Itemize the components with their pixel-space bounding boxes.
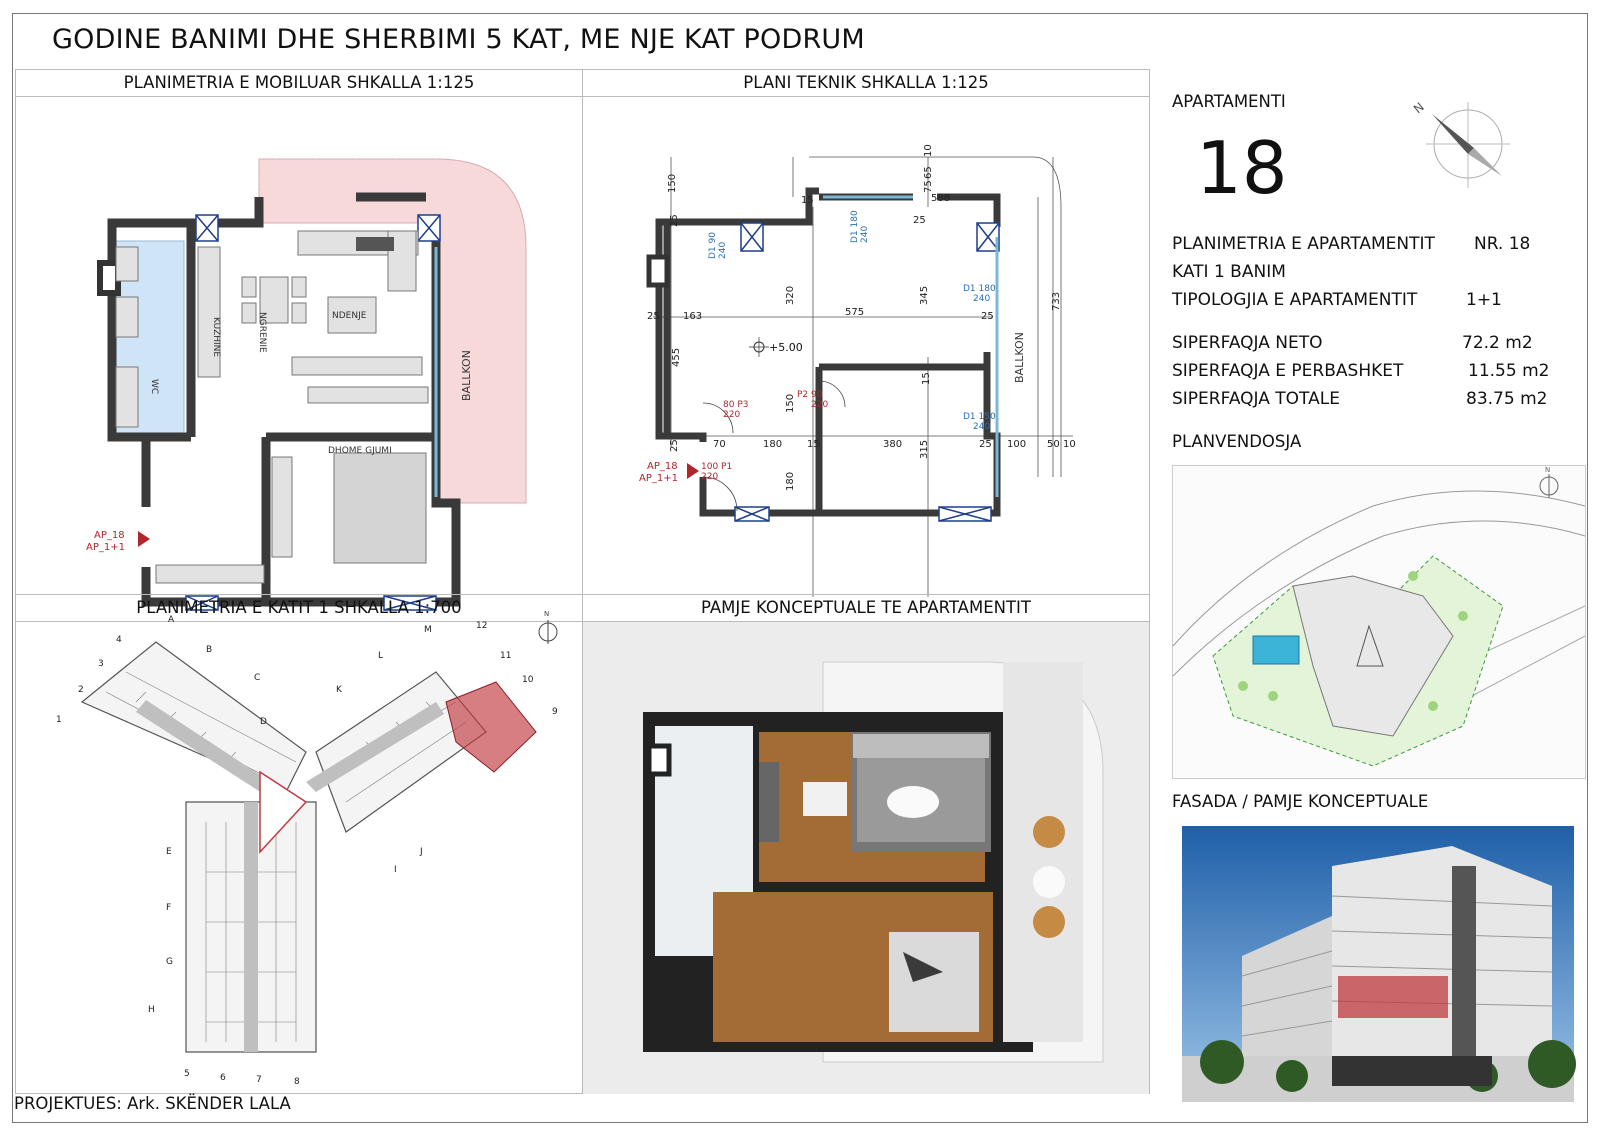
dim-575: 575 bbox=[845, 307, 865, 318]
dim-163: 163 bbox=[683, 311, 703, 322]
dim-150: 150 bbox=[667, 173, 678, 193]
axis-number-4: 4 bbox=[116, 635, 122, 645]
door-tag-p3-height: 220 bbox=[723, 410, 741, 420]
balcony-label: BALLKON bbox=[460, 350, 473, 401]
unit-label-b: B bbox=[206, 645, 213, 655]
axis-number-3: 3 bbox=[98, 659, 104, 669]
window-tag-w4: D1 150 bbox=[963, 412, 996, 422]
technical-plan-panel bbox=[582, 69, 1150, 595]
furnished-plan-title: PLANIMETRIA E MOBILUAR SHKALLA 1:125 bbox=[16, 70, 582, 97]
door-tag-p3: 80 P3 bbox=[723, 400, 749, 410]
dim-25: 25 bbox=[669, 439, 680, 452]
dim-588: 588 bbox=[931, 193, 951, 204]
site-plan-image bbox=[1172, 465, 1586, 779]
unit-label-k: K bbox=[336, 685, 342, 695]
unit-label-m: M bbox=[424, 625, 432, 635]
tech-entrance-label-apt: AP_18 bbox=[647, 461, 678, 472]
dim-15: 15 bbox=[921, 372, 932, 385]
dim-25: 25 bbox=[669, 214, 680, 227]
info-typology-label: TIPOLOGJIA E APARTAMENTIT bbox=[1172, 290, 1418, 310]
kitchen-label: KUZHINE bbox=[211, 317, 221, 358]
floor-plan-title: PLANIMETRIA E KATIT 1 SHKALLA 1:700 bbox=[16, 595, 582, 622]
facade-render-image bbox=[1182, 826, 1574, 1102]
designer-credit: PROJEKTUES: Ark. SKËNDER LALA bbox=[14, 1094, 291, 1113]
floor-plan-north: N bbox=[544, 610, 550, 618]
axis-number-6: 6 bbox=[220, 1073, 226, 1083]
apartment-number: 18 bbox=[1196, 126, 1288, 210]
unit-label-h: H bbox=[148, 1005, 155, 1015]
door-tag-p1-height: 220 bbox=[701, 472, 719, 482]
floor-level-label: +5.00 bbox=[769, 341, 803, 354]
facade-label: FASADA / PAMJE KONCEPTUALE bbox=[1172, 792, 1429, 811]
unit-label-g: G bbox=[166, 957, 173, 967]
info-typology-value: 1+1 bbox=[1466, 290, 1502, 310]
info-apartment-plan-label: PLANIMETRIA E APARTAMENTIT bbox=[1172, 234, 1435, 254]
dim-150: 150 bbox=[785, 393, 796, 413]
unit-label-a: A bbox=[168, 615, 175, 625]
unit-label-i: I bbox=[394, 865, 397, 875]
sheet-title: GODINE BANIMI DHE SHERBIMI 5 KAT, ME NJE KAT PODRUM bbox=[52, 24, 865, 55]
concept-render-image bbox=[583, 622, 1149, 1094]
living-label: NDENJE bbox=[332, 311, 367, 321]
bedroom-label: DHOME GJUMI bbox=[328, 446, 392, 456]
dim-65: 65 bbox=[923, 166, 934, 179]
site-plan-label: PLANVENDOSJA bbox=[1172, 432, 1302, 451]
furnished-plan-panel bbox=[15, 69, 583, 595]
axis-number-5: 5 bbox=[184, 1069, 190, 1079]
window-tag-w2: D1 180 bbox=[850, 210, 860, 243]
tech-entrance-marker-icon bbox=[687, 463, 699, 479]
axis-number-12: 12 bbox=[476, 621, 488, 631]
dim-75: 75 bbox=[923, 180, 934, 193]
furnished-plan-drawing bbox=[16, 97, 582, 594]
compass-north-letter: N bbox=[1410, 99, 1427, 117]
window-tag-w2-height: 240 bbox=[860, 225, 870, 243]
unit-label-c: C bbox=[254, 673, 261, 683]
door-tag-p2-height: 220 bbox=[811, 400, 829, 410]
entrance-label-apt: AP_18 bbox=[94, 530, 125, 541]
dim-10: 10 bbox=[923, 144, 934, 157]
dining-label: NGRENIE bbox=[257, 312, 267, 353]
dim-320: 320 bbox=[785, 285, 796, 305]
axis-number-7: 7 bbox=[256, 1075, 262, 1085]
concept-view-panel bbox=[582, 594, 1150, 1094]
unit-label-l: L bbox=[378, 651, 384, 661]
unit-label-d: D bbox=[260, 717, 267, 727]
dim-733: 733 bbox=[1051, 291, 1062, 311]
entrance-label-type: AP_1+1 bbox=[86, 542, 125, 553]
axis-number-8: 8 bbox=[294, 1077, 300, 1087]
info-shared-area-value: 11.55 m2 bbox=[1468, 361, 1550, 381]
dim-455: 455 bbox=[671, 347, 682, 367]
dim-25: 25 bbox=[979, 439, 992, 450]
axis-number-11: 11 bbox=[500, 651, 512, 661]
tech-entrance-label-type: AP_1+1 bbox=[639, 473, 678, 484]
window-tag-w4-height: 240 bbox=[973, 422, 991, 432]
floor-plan-panel bbox=[15, 594, 583, 1094]
axis-number-10: 10 bbox=[522, 675, 534, 685]
window-tag-w3-height: 240 bbox=[973, 294, 991, 304]
window-tag-w1: D1 90 bbox=[708, 232, 718, 259]
unit-label-f: F bbox=[166, 903, 172, 913]
axis-number-9: 9 bbox=[552, 707, 558, 717]
dim-15: 15 bbox=[801, 195, 814, 206]
info-floor-label: KATI 1 BANIM bbox=[1172, 262, 1286, 282]
dim-315: 315 bbox=[919, 439, 930, 459]
unit-label-e: E bbox=[166, 847, 172, 857]
window-tag-w3: D1 180 bbox=[963, 284, 996, 294]
info-net-area-value: 72.2 m2 bbox=[1462, 333, 1533, 353]
door-tag-p1: 100 P1 bbox=[701, 462, 733, 472]
bath-label: WC bbox=[149, 379, 159, 395]
info-shared-area-label: SIPERFAQJA E PERBASHKET bbox=[1172, 361, 1404, 381]
info-apartment-plan-value: NR. 18 bbox=[1474, 234, 1531, 254]
window-tag-w1-height: 240 bbox=[718, 241, 728, 259]
concept-view-title: PAMJE KONCEPTUALE TE APARTAMENTIT bbox=[583, 595, 1149, 622]
tech-balcony-label: BALLKON bbox=[1013, 332, 1026, 383]
dim-15: 15 bbox=[807, 439, 820, 450]
technical-plan-drawing bbox=[583, 97, 1149, 594]
site-plan-north: N bbox=[1545, 466, 1551, 474]
floor-plan-drawing bbox=[16, 610, 582, 1094]
dim-345: 345 bbox=[919, 285, 930, 305]
dim-380: 380 bbox=[883, 439, 903, 450]
dim-10: 10 bbox=[1063, 439, 1076, 450]
dim-100: 100 bbox=[1007, 439, 1027, 450]
info-total-area-label: SIPERFAQJA TOTALE bbox=[1172, 389, 1340, 409]
unit-label-j: J bbox=[420, 847, 423, 857]
apartment-label: APARTAMENTI bbox=[1172, 92, 1286, 111]
technical-plan-title: PLANI TEKNIK SHKALLA 1:125 bbox=[583, 70, 1149, 97]
axis-number-2: 2 bbox=[78, 685, 84, 695]
dim-180: 180 bbox=[785, 471, 796, 491]
axis-number-1: 1 bbox=[56, 715, 62, 725]
dim-180: 180 bbox=[763, 439, 783, 450]
dim-25: 25 bbox=[647, 311, 660, 322]
dim-25: 25 bbox=[981, 311, 994, 322]
door-tag-p2: P2 90 bbox=[797, 390, 823, 400]
info-net-area-label: SIPERFAQJA NETO bbox=[1172, 333, 1323, 353]
dim-70: 70 bbox=[713, 439, 726, 450]
info-total-area-value: 83.75 m2 bbox=[1466, 389, 1548, 409]
entrance-marker-icon bbox=[138, 531, 150, 547]
dim-25: 25 bbox=[913, 215, 926, 226]
compass-north-icon bbox=[1410, 92, 1520, 192]
dim-50: 50 bbox=[1047, 439, 1060, 450]
